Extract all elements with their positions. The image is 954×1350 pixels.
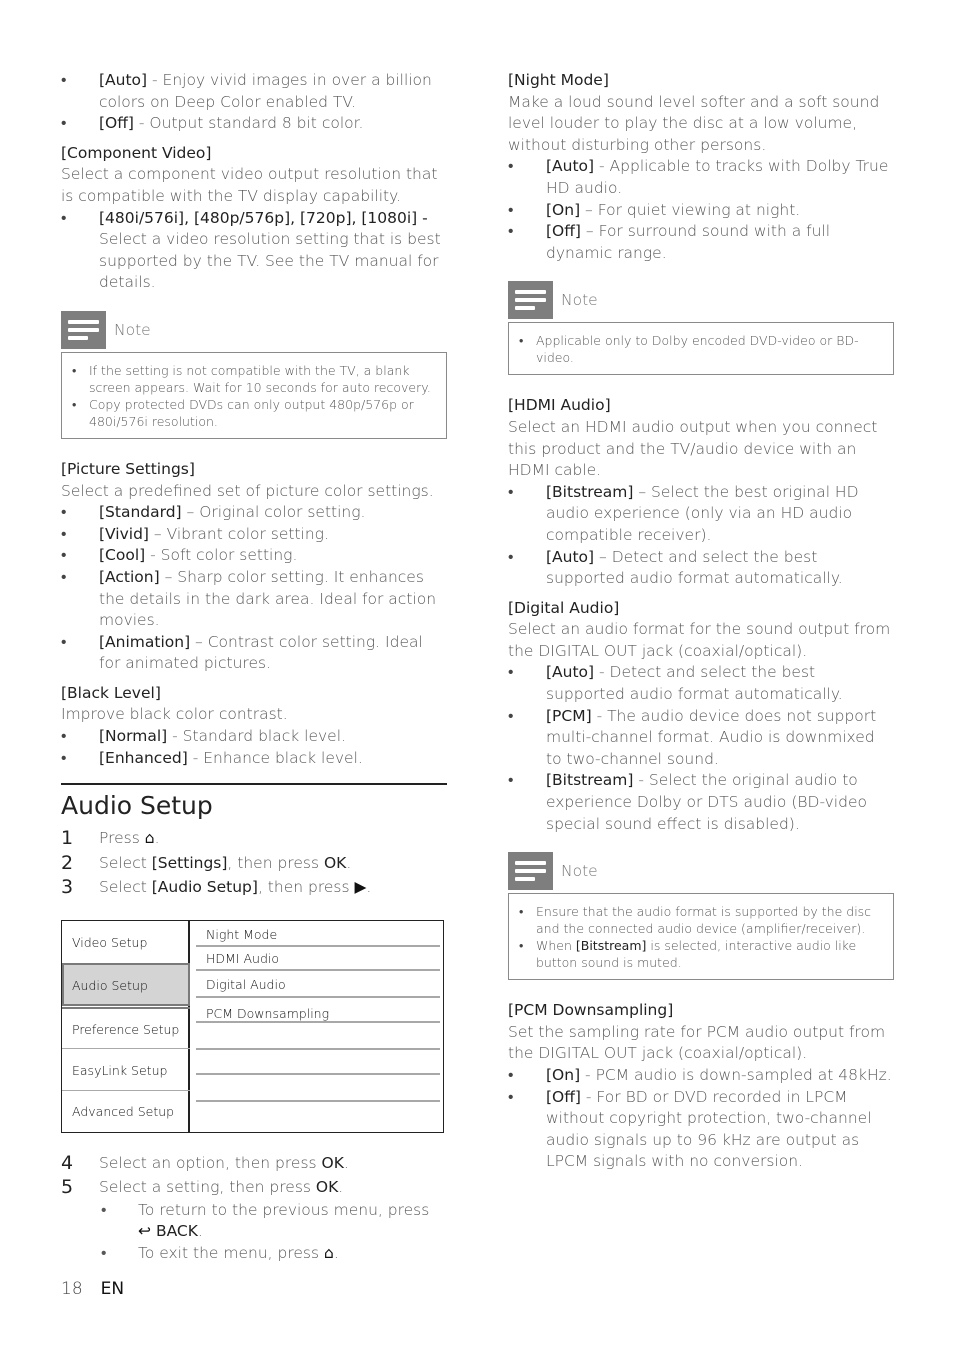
section-title: [PCM Downsampling] xyxy=(508,1001,674,1020)
section-desc: Select a component video output resolution that is compatible with the TV display capability. xyxy=(61,165,438,205)
menu-category-panel xyxy=(62,921,190,1132)
note-header xyxy=(508,852,894,890)
menu-category-advanced-setup[interactable]: Advanced Setup xyxy=(72,1103,175,1119)
settings-menu xyxy=(61,920,444,1133)
list-item: • [Action] – Sharp color setting. It enhances the details in the dark area. Ideal for action movies. xyxy=(61,567,437,630)
list-item: • [Auto] - Enjoy vivid images in over a billion colors on Deep Color enabled TV. xyxy=(61,71,432,111)
menu-option-hdmi-audio[interactable]: HDMI Audio xyxy=(206,950,279,966)
note-header xyxy=(508,281,894,319)
note-item: • Copy protected DVDs can only output 480p/576p or 480i/576i resolution. xyxy=(72,396,414,429)
list-item: • [Off] - For BD or DVD recorded in LPCM without copyright protection, two-channel audio signals up to 96 kHz are output as LPCM signals with no conversion. xyxy=(508,1087,872,1171)
list-item: • [Auto] - Applicable to tracks with Dolby True HD audio. xyxy=(508,157,889,197)
section-desc: Select an HDMI audio output when you connect this product and the TV/audio device with an HDMI cable. xyxy=(508,417,878,480)
page-heading: Audio Setup xyxy=(61,791,213,821)
list-item: • [480i/576i], [480p/576p], [720p], [1080i] - Select a video resolution setting that is best supported by the TV. See the TV manual for details. xyxy=(61,208,441,292)
menu-option-night-mode[interactable]: Night Mode xyxy=(206,926,278,942)
list-item: • [Vivid] – Vibrant color setting. xyxy=(61,524,329,543)
section-desc: Improve black color contrast. xyxy=(61,705,288,724)
note-box xyxy=(508,893,894,980)
menu-category-audio-setup[interactable]: Audio Setup xyxy=(72,977,148,993)
menu-category-easylink-setup[interactable]: EasyLink Setup xyxy=(72,1062,168,1078)
sub-step-item: • To return to the previous menu, press ↩ BACK. xyxy=(101,1200,430,1241)
note-icon xyxy=(61,311,106,349)
menu-option-digital-audio[interactable]: Digital Audio xyxy=(206,976,286,992)
note-icon xyxy=(508,852,553,890)
note-item: • When [Bitstream] is selected, interactive audio like button sound is muted. xyxy=(519,938,857,971)
note-label: Note xyxy=(561,291,598,310)
section-desc: Select an audio format for the sound output from the DIGITAL OUT jack (coaxial/optical). xyxy=(508,620,891,660)
note-box xyxy=(61,352,447,439)
section-divider xyxy=(61,783,447,785)
section-title: [Component Video] xyxy=(61,143,212,162)
step-item: 3 Select [Audio Setup], then press ▶. xyxy=(61,876,372,899)
note-box xyxy=(508,322,894,375)
note-header xyxy=(61,311,447,349)
page-number: 18 xyxy=(61,1279,83,1299)
section-title: [Black Level] xyxy=(61,683,161,702)
list-item: • [Cool] - Soft color setting. xyxy=(61,546,298,565)
page-footer xyxy=(61,1279,124,1299)
list-item: • [Off] – For surround sound with a full dynamic range. xyxy=(508,222,831,262)
section-desc: Select a predefined set of picture color settings. xyxy=(61,481,434,500)
section-desc: Set the sampling rate for PCM audio output from the DIGITAL OUT jack (coaxial/optical). xyxy=(508,1022,886,1063)
section-title: [Night Mode] xyxy=(508,71,609,89)
note-icon xyxy=(508,281,553,319)
list-item: • [Off] - Output standard 8 bit color. xyxy=(61,114,364,133)
list-item: • [Enhanced] - Enhance black level. xyxy=(61,748,363,767)
menu-category-preference-setup[interactable]: Preference Setup xyxy=(72,1021,180,1037)
menu-category-video-setup[interactable]: Video Setup xyxy=(72,934,148,950)
home-icon: ⌂ xyxy=(144,829,155,848)
note-label: Note xyxy=(114,320,151,339)
back-icon: ↩ xyxy=(138,1222,151,1241)
list-item: • [Animation] – Contrast color setting. Ideal for animated pictures. xyxy=(61,632,423,673)
list-item: • [Auto] - Detect and select the best supported audio format automatically. xyxy=(508,663,843,704)
step-item: 4 Select an option, then press OK. xyxy=(61,1151,349,1174)
step-item: 5 Select a setting, then press OK. xyxy=(61,1176,344,1199)
step-item: 2 Select [Settings], then press OK. xyxy=(61,851,352,874)
list-item: • [Bitstream] – Select the best original HD audio experience (only via an HD audio compatible receiver). xyxy=(508,482,859,544)
section-title: [Picture Settings] xyxy=(61,459,195,478)
section-desc: Make a loud sound level softer and a soft sound level louder to play the disc at a low volume, without disturbing other persons. xyxy=(508,92,880,154)
list-item: • [Auto] – Detect and select the best supported audio format automatically. xyxy=(508,547,843,588)
sub-step-item: • To exit the menu, press ⌂. xyxy=(101,1243,339,1262)
note-label: Note xyxy=(561,862,598,881)
left-column xyxy=(61,70,447,1265)
menu-option-pcm-downsampling[interactable]: PCM Downsampling xyxy=(206,1005,330,1021)
list-item: • [Bitstream] - Select the original audio to experience Dolby or DTS audio (BD-video special sound effect is disabled). xyxy=(508,771,867,833)
list-item: • [PCM] - The audio device does not support multi-channel format. Audio is downmixed to two-channel sound. xyxy=(508,706,877,768)
note-item: • If the setting is not compatible with the TV, a blank screen appears. Wait for 10 seconds for auto recovery. xyxy=(72,362,431,395)
note-item: • Ensure that the audio format is supported by the disc and the connected audio device (amplifier/receiver). xyxy=(519,904,872,937)
section-title: [Digital Audio] xyxy=(508,598,620,617)
list-item: • [On] – For quiet viewing at night. xyxy=(508,200,801,219)
step-item: 1 Press ⌂. xyxy=(61,827,160,850)
list-item: • [On] - PCM audio is down-sampled at 48kHz. xyxy=(508,1066,892,1084)
section-title: [HDMI Audio] xyxy=(508,396,611,415)
right-column xyxy=(508,70,894,1173)
list-item: • [Standard] – Original color setting. xyxy=(61,503,366,522)
right-arrow-icon: ▶ xyxy=(354,878,367,897)
home-icon: ⌂ xyxy=(323,1243,334,1262)
list-item: • [Normal] - Standard black level. xyxy=(61,727,346,746)
language-code: EN xyxy=(100,1279,125,1299)
note-item: • Applicable only to Dolby encoded DVD-video or BD-video. xyxy=(519,333,859,366)
